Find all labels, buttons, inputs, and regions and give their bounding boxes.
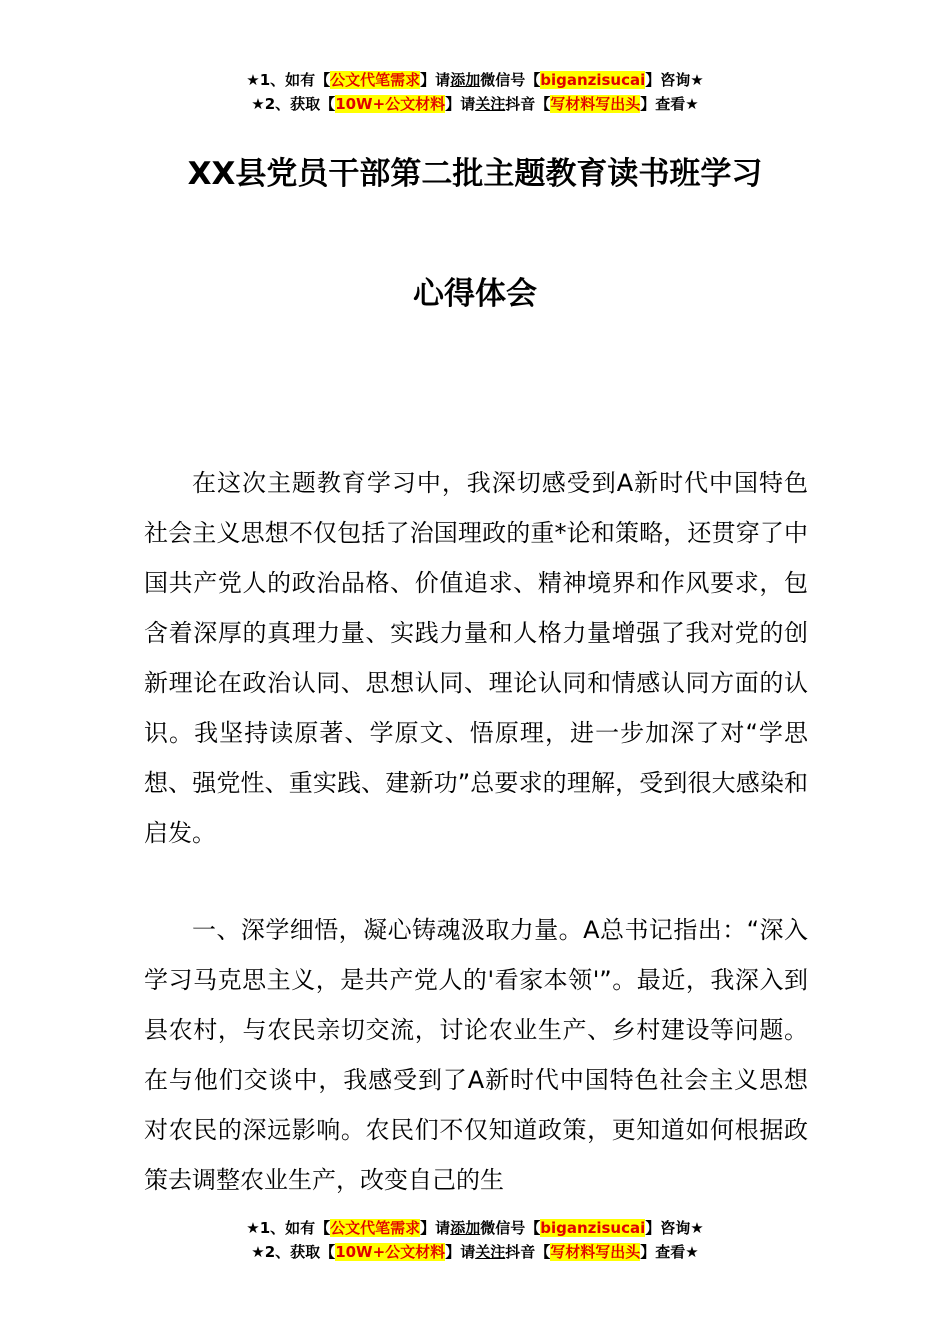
banner-text: ★1、如有【 bbox=[246, 71, 331, 89]
banner-text: ★1、如有【 bbox=[246, 1219, 331, 1237]
banner-line-2 bbox=[0, 92, 950, 116]
banner-highlight: 公文代笔需求 bbox=[330, 1219, 421, 1237]
banner-text: 微信号【 bbox=[480, 1219, 541, 1237]
banner-emphasis: 关注 bbox=[475, 1243, 506, 1261]
banner-line-2 bbox=[0, 1240, 950, 1264]
document-title-line-2: 心得体会 bbox=[413, 276, 537, 312]
header-banner bbox=[0, 68, 950, 116]
banner-text: 微信号【 bbox=[480, 71, 541, 89]
banner-text: 】请 bbox=[420, 1219, 451, 1237]
banner-highlight: 公文代笔需求 bbox=[330, 71, 421, 89]
banner-text: ★2、获取【 bbox=[251, 95, 336, 113]
banner-text: 】请 bbox=[420, 71, 451, 89]
banner-text: 】请 bbox=[445, 95, 476, 113]
banner-highlight: 10W+公文材料 bbox=[335, 95, 446, 113]
banner-emphasis: 添加 bbox=[450, 71, 481, 89]
banner-highlight: 写材料写出头 bbox=[550, 95, 641, 113]
banner-highlight: biganzisucai bbox=[540, 1219, 646, 1237]
banner-text: 抖音【 bbox=[505, 95, 551, 113]
document-title-line-1: XX县党员干部第二批主题教育读书班学习 bbox=[187, 156, 763, 192]
banner-highlight: 10W+公文材料 bbox=[335, 1243, 446, 1261]
banner-text: 】查看★ bbox=[640, 1243, 699, 1261]
banner-highlight: 写材料写出头 bbox=[550, 1243, 641, 1261]
banner-line-1 bbox=[0, 68, 950, 92]
banner-text: 】咨询★ bbox=[645, 1219, 704, 1237]
body-paragraph-2: 一、深学细悟，凝心铸魂汲取力量。A总书记指出：“深入学习马克思主义，是共产党人的'看家本领'”。最近，我深入到县农村，与农民亲切交流，讨论农业生产、乡村建设等问题。在与他们交谈中，我感受到了A新时代中国特色社会主义思想对农民的深远影响。农民们不仅知道政策，更知道如何根据政策去调整农业生产，改变自己的生 bbox=[144, 916, 808, 1194]
banner-text: ★2、获取【 bbox=[251, 1243, 336, 1261]
body-paragraph-1: 在这次主题教育学习中，我深切感受到A新时代中国特色社会主义思想不仅包括了治国理政的重*论和策略，还贯穿了中国共产党人的政治品格、价值追求、精神境界和作风要求，包含着深厚的真理力量、实践力量和人格力量增强了我对党的创新理论在政治认同、思想认同、理论认同和情感认同方面的认识。我坚持读原著、学原文、悟原理，进一步加深了对“学思想、强党性、重实践、建新功”总要求的理解，受到很大感染和启发。 bbox=[144, 469, 808, 847]
banner-emphasis: 添加 bbox=[450, 1219, 481, 1237]
banner-emphasis: 关注 bbox=[475, 95, 506, 113]
banner-text: 】请 bbox=[445, 1243, 476, 1261]
footer-banner bbox=[0, 1216, 950, 1264]
banner-line-1 bbox=[0, 1216, 950, 1240]
banner-text: 抖音【 bbox=[505, 1243, 551, 1261]
banner-text: 】咨询★ bbox=[645, 71, 704, 89]
banner-highlight: biganzisucai bbox=[540, 71, 646, 89]
banner-text: 】查看★ bbox=[640, 95, 699, 113]
